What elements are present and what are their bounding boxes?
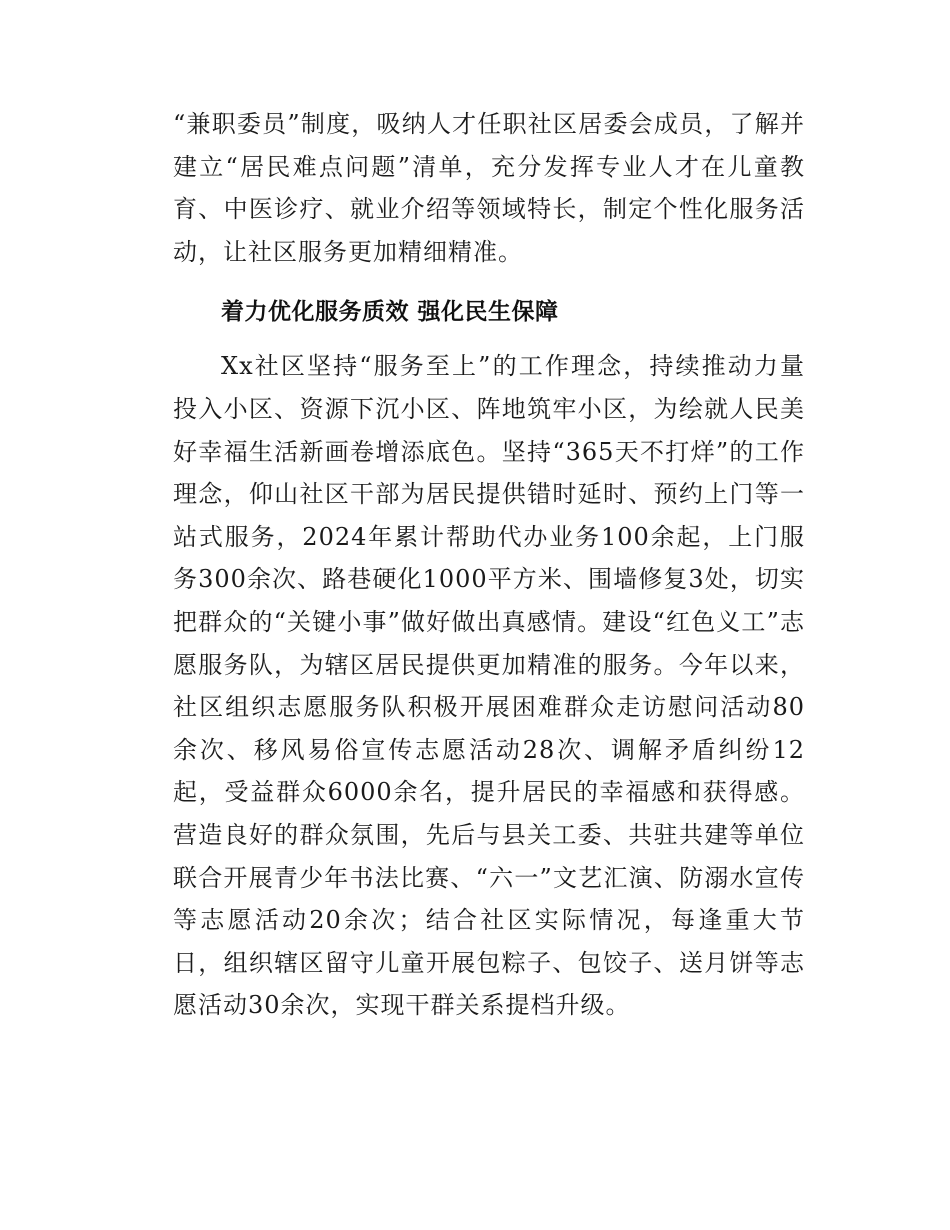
continuation-paragraph: “兼职委员”制度，吸纳人才任职社区居委会成员，了解并建立“居民难点问题”清单，充分发挥专业人才在儿童教育、中医诊疗、就业介绍等领域特长，制定个性化服务活动，让社区服务更加精细精准。 <box>173 110 805 266</box>
body-paragraph: Xx社区坚持“服务至上”的工作理念，持续推动力量投入小区、资源下沉小区、阵地筑牢小区，为绘就人民美好幸福生活新画卷增添底色。坚持“365天不打烊”的工作理念，仰山社区干部为居民提供错时延时、预约上门等一站式服务，2024年累计帮助代办业务100余起，上门服务300余次、路巷硬化1000平方米、围墙修复3处，切实把群众的“关键小事”做好做出真感情。建设“红色义工”志愿服务队，为辖区居民提供更加精准的服务。今年以来，社区组织志愿服务队积极开展困难群众走访慰问活动80余次、移风易俗宣传志愿活动28次、调解矛盾纠纷12起，受益群众6000余名，提升居民的幸福感和获得感。营造良好的群众氛围，先后与县关工委、共驻共建等单位联合开展青少年书法比赛、“六一”文艺汇演、防溺水宣传等志愿活动20余次；结合社区实际情况，每逢重大节日，组织辖区留守儿童开展包粽子、包饺子、送月饼等志愿活动30余次，实现干群关系提档升级。 <box>173 352 805 1020</box>
document-content <box>173 103 805 1027</box>
section-heading: 着力优化服务质效 强化民生保障 <box>221 299 559 326</box>
